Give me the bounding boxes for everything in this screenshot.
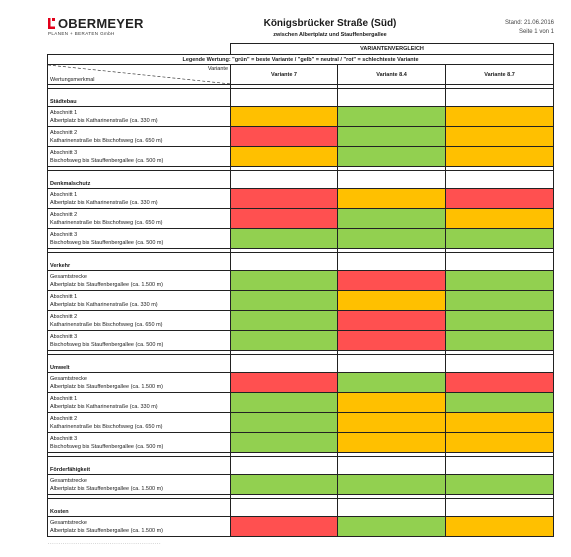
criterion-description: Bischofsweg bis Stauffenbergallee (ca. 500 m) — [50, 157, 164, 164]
rating-cell-green — [446, 271, 554, 291]
table-row — [48, 189, 554, 209]
criteria-header-label: Wertungsmerkmal — [50, 77, 95, 83]
criterion-description: Katharinenstraße bis Bischofsweg (ca. 650 m) — [50, 219, 163, 226]
criterion-label — [48, 373, 231, 393]
table-row — [48, 127, 554, 147]
rating-cell-green — [446, 393, 554, 413]
criterion-label — [48, 189, 231, 209]
criterion-segment: Abschnitt 2 — [50, 415, 78, 422]
section-header-row — [48, 499, 554, 517]
table-row — [48, 291, 554, 311]
table-row — [48, 475, 554, 495]
rating-cell-red — [231, 127, 338, 147]
variante-header-label: Variante — [207, 66, 228, 72]
rating-cell-yellow — [338, 189, 446, 209]
rating-cell-yellow — [446, 107, 554, 127]
obermeyer-logo-icon — [48, 18, 55, 29]
criterion-description: Albertplatz bis Stauffenbergallee (ca. 1.500 m) — [50, 485, 164, 492]
rating-cell-yellow — [338, 291, 446, 311]
criterion-description: Bischofsweg bis Stauffenbergallee (ca. 500 m) — [50, 239, 164, 246]
criterion-description: Albertplatz bis Katharinenstraße (ca. 330 m) — [50, 403, 158, 410]
rating-cell-yellow — [338, 413, 446, 433]
section-header-row — [48, 89, 554, 107]
rating-cell-green — [231, 393, 338, 413]
criterion-label — [48, 209, 231, 229]
table-row — [48, 147, 554, 167]
section-title: Denkmalschutz — [48, 171, 231, 189]
criterion-label — [48, 331, 231, 351]
rating-cell-red — [231, 189, 338, 209]
section-blank-cell — [446, 457, 554, 475]
criterion-label — [48, 311, 231, 331]
comparison-table — [47, 43, 554, 537]
variant-header-8-4: Variante 8.4 — [338, 65, 446, 85]
section-header-row — [48, 171, 554, 189]
document-subtitle: zwischen Albertplatz und Stauffenbergallee — [273, 32, 387, 38]
section-blank-cell — [338, 89, 446, 107]
page-footer: - - - - - - - - - - - - - - - - - - - - - - - - - - - - - - - - - - - - - - - - - - - - - - - - - - - - - — [48, 541, 161, 545]
section-blank-cell — [446, 355, 554, 373]
section-blank-cell — [446, 253, 554, 271]
criterion-description: Albertplatz bis Katharinenstraße (ca. 330 m) — [50, 301, 158, 308]
rating-cell-yellow — [231, 107, 338, 127]
table-row — [48, 517, 554, 537]
rating-cell-yellow — [338, 393, 446, 413]
rating-cell-green — [446, 475, 554, 495]
criterion-description: Albertplatz bis Katharinenstraße (ca. 330 m) — [50, 117, 158, 124]
criterion-description: Katharinenstraße bis Bischofsweg (ca. 650 m) — [50, 321, 163, 328]
company-subtitle: PLANEN + BERATEN GmbH — [48, 31, 115, 36]
criterion-description: Katharinenstraße bis Bischofsweg (ca. 650 m) — [50, 423, 163, 430]
table-row — [48, 209, 554, 229]
header-corner — [48, 65, 231, 85]
rating-cell-green — [338, 373, 446, 393]
table-row — [48, 311, 554, 331]
table-row — [48, 413, 554, 433]
rating-cell-yellow — [446, 433, 554, 453]
section-title: Umwelt — [48, 355, 231, 373]
rating-cell-green — [338, 517, 446, 537]
section-header-row — [48, 457, 554, 475]
table-row — [48, 331, 554, 351]
section-title: Kosten — [48, 499, 231, 517]
rating-cell-green — [446, 311, 554, 331]
criterion-segment: Abschnitt 1 — [50, 191, 78, 198]
criterion-segment: Abschnitt 3 — [50, 435, 78, 442]
criterion-segment: Gesamtstrecke — [50, 519, 87, 526]
criterion-label — [48, 393, 231, 413]
rating-cell-yellow — [446, 127, 554, 147]
criterion-segment: Abschnitt 1 — [50, 109, 78, 116]
section-blank-cell — [231, 355, 338, 373]
criterion-segment: Gesamtstrecke — [50, 273, 87, 280]
rating-cell-green — [231, 475, 338, 495]
rating-cell-green — [338, 209, 446, 229]
rating-cell-red — [231, 373, 338, 393]
rating-cell-yellow — [446, 209, 554, 229]
section-header-row — [48, 253, 554, 271]
criterion-description: Bischofsweg bis Stauffenbergallee (ca. 500 m) — [50, 443, 164, 450]
page-number: Seite 1 von 1 — [518, 29, 554, 35]
table-row — [48, 229, 554, 249]
criterion-description: Bischofsweg bis Stauffenbergallee (ca. 500 m) — [50, 341, 164, 348]
rating-cell-green — [231, 311, 338, 331]
section-blank-cell — [446, 89, 554, 107]
rating-cell-red — [446, 189, 554, 209]
section-blank-cell — [338, 253, 446, 271]
criterion-label — [48, 127, 231, 147]
rating-cell-green — [231, 271, 338, 291]
criterion-segment: Abschnitt 2 — [50, 313, 78, 320]
rating-cell-green — [231, 331, 338, 351]
rating-cell-green — [231, 433, 338, 453]
rating-cell-red — [231, 209, 338, 229]
rating-cell-green — [446, 331, 554, 351]
rating-cell-red — [338, 271, 446, 291]
section-blank-cell — [338, 355, 446, 373]
company-name: OBERMEYER — [58, 16, 144, 31]
criterion-label — [48, 517, 231, 537]
criterion-label — [48, 229, 231, 249]
criterion-label — [48, 107, 231, 127]
rating-cell-yellow — [446, 147, 554, 167]
criterion-description: Albertplatz bis Katharinenstraße (ca. 330 m) — [50, 199, 158, 206]
criterion-segment: Abschnitt 3 — [50, 231, 78, 238]
section-blank-cell — [338, 499, 446, 517]
rating-cell-green — [231, 291, 338, 311]
variant-header-7: Variante 7 — [231, 65, 338, 85]
rating-cell-yellow — [446, 413, 554, 433]
section-blank-cell — [338, 457, 446, 475]
section-blank-cell — [231, 457, 338, 475]
criterion-segment: Gesamtstrecke — [50, 375, 87, 382]
criterion-description: Albertplatz bis Stauffenbergallee (ca. 1.500 m) — [50, 527, 164, 534]
table-title: VARIANTENVERGLEICH — [231, 44, 554, 55]
rating-cell-green — [338, 475, 446, 495]
section-blank-cell — [338, 171, 446, 189]
rating-cell-green — [446, 229, 554, 249]
criterion-segment: Abschnitt 2 — [50, 129, 78, 136]
rating-cell-green — [338, 107, 446, 127]
variant-header-8-7: Variante 8.7 — [446, 65, 554, 85]
criterion-description: Katharinenstraße bis Bischofsweg (ca. 650 m) — [50, 137, 163, 144]
rating-cell-red — [338, 311, 446, 331]
criterion-label — [48, 413, 231, 433]
section-blank-cell — [231, 253, 338, 271]
criterion-segment: Gesamtstrecke — [50, 477, 87, 484]
section-title: Verkehr — [48, 253, 231, 271]
criterion-description: Albertplatz bis Stauffenbergallee (ca. 1.500 m) — [50, 281, 164, 288]
criterion-segment: Abschnitt 1 — [50, 293, 78, 300]
table-row — [48, 393, 554, 413]
section-title: Städtebau — [48, 89, 231, 107]
criterion-segment: Abschnitt 1 — [50, 395, 78, 402]
rating-cell-yellow — [338, 433, 446, 453]
table-row — [48, 107, 554, 127]
section-blank-cell — [231, 499, 338, 517]
rating-cell-green — [231, 413, 338, 433]
rating-cell-red — [446, 373, 554, 393]
criterion-label — [48, 475, 231, 495]
table-row — [48, 271, 554, 291]
criterion-segment: Abschnitt 3 — [50, 149, 78, 156]
criterion-label — [48, 291, 231, 311]
section-blank-cell — [446, 171, 554, 189]
rating-cell-yellow — [446, 517, 554, 537]
section-blank-cell — [231, 89, 338, 107]
criterion-label — [48, 433, 231, 453]
criterion-label — [48, 271, 231, 291]
criterion-label — [48, 147, 231, 167]
rating-cell-green — [338, 147, 446, 167]
table-row — [48, 433, 554, 453]
rating-cell-green — [338, 127, 446, 147]
section-title: Förderfähigkeit — [48, 457, 231, 475]
document-date: Stand: 21.06.2016 — [504, 20, 554, 26]
criterion-segment: Abschnitt 3 — [50, 333, 78, 340]
section-blank-cell — [446, 499, 554, 517]
rating-cell-red — [231, 517, 338, 537]
table-row — [48, 373, 554, 393]
section-header-row — [48, 355, 554, 373]
rating-cell-green — [338, 229, 446, 249]
criterion-description: Albertplatz bis Stauffenbergallee (ca. 1.500 m) — [50, 383, 164, 390]
rating-cell-green — [231, 229, 338, 249]
section-blank-cell — [231, 171, 338, 189]
rating-cell-yellow — [231, 147, 338, 167]
rating-cell-green — [446, 291, 554, 311]
document-title: Königsbrücker Straße (Süd) — [263, 18, 397, 29]
rating-cell-red — [338, 331, 446, 351]
rating-legend: Legende Wertung: "grün" = beste Variante / "gelb" = neutral / "rot" = schlechteste Variante — [48, 55, 554, 65]
document-meta — [505, 19, 554, 37]
criterion-segment: Abschnitt 2 — [50, 211, 78, 218]
